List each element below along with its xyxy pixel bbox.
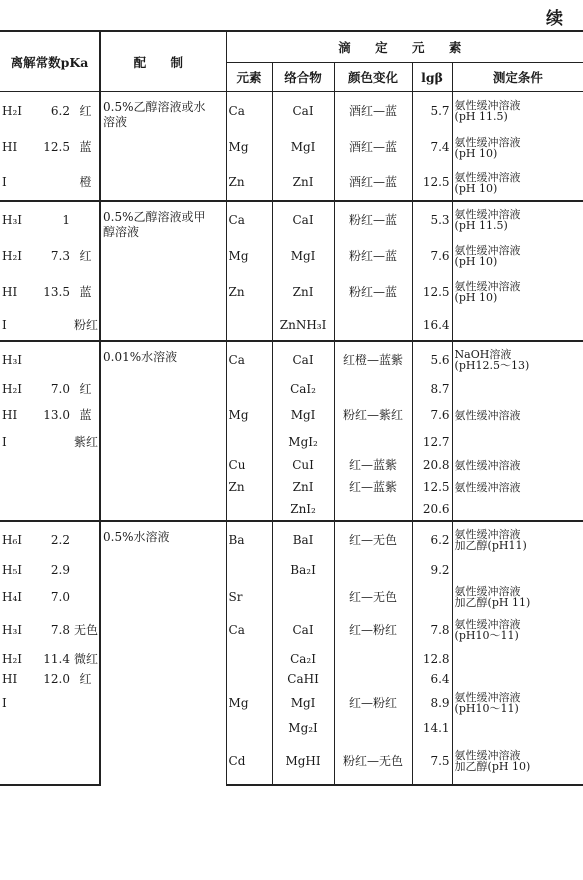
table-row xyxy=(0,498,583,521)
table-row xyxy=(0,238,583,274)
indicator-table xyxy=(0,30,583,786)
species-cell: HI xyxy=(2,140,18,154)
color-change-cell: 红—粉红 xyxy=(334,612,412,648)
condition-line: NaOH溶液 xyxy=(454,348,512,361)
element-cell: Mg xyxy=(226,238,272,274)
preparation-cell xyxy=(100,341,226,521)
lgb-cell: 8.9 xyxy=(412,688,452,718)
condition-ph-line: 加乙醇(pH 10) xyxy=(454,760,531,773)
condition-ph-line: (pH10～11) xyxy=(454,629,519,642)
pka-cell xyxy=(34,165,72,201)
lgb-cell: 20.8 xyxy=(412,454,452,476)
color-change-cell: 粉红—无色 xyxy=(334,738,412,785)
species-cell: H₂I xyxy=(2,381,23,396)
complex-cell: MgI xyxy=(272,400,334,430)
pka-cell: 13.0 xyxy=(43,407,70,422)
header-element: 元素 xyxy=(226,63,272,92)
preparation-cell xyxy=(100,521,226,785)
color-change-cell xyxy=(334,378,412,400)
lgb-cell: 20.6 xyxy=(412,498,452,521)
table-row xyxy=(0,165,583,201)
species-color-cell: 紫红 xyxy=(74,434,99,449)
color-change-cell xyxy=(334,648,412,670)
lgb-cell: 7.8 xyxy=(412,612,452,648)
lgb-cell: 9.2 xyxy=(412,558,452,582)
continued-mark: 续 xyxy=(546,9,565,29)
pka-cell: 1 xyxy=(34,201,72,238)
lgb-cell: 8.7 xyxy=(412,378,452,400)
table-row xyxy=(0,378,583,400)
element-cell: Mg xyxy=(226,400,272,430)
element-cell xyxy=(226,648,272,670)
condition-cell xyxy=(452,558,583,582)
table-row xyxy=(0,400,583,430)
condition-cell xyxy=(452,498,583,521)
condition-ph-line: (pH 11.5) xyxy=(454,110,508,123)
species-color-cell: 红 xyxy=(79,671,92,686)
lgb-cell: 12.5 xyxy=(412,274,452,310)
complex-cell: Mg₂I xyxy=(272,718,334,738)
pka-cell xyxy=(34,718,72,738)
species-cell: H₃I xyxy=(0,341,34,378)
table-row xyxy=(0,718,583,738)
element-cell: Ba xyxy=(226,521,272,558)
complex-cell: MgI xyxy=(272,130,334,165)
element-cell: Zn xyxy=(226,476,272,498)
species-color-cell xyxy=(72,521,100,558)
preparation-text: 0.01%水溶液 xyxy=(103,350,178,364)
complex-cell: MgI xyxy=(272,688,334,718)
species-color-cell: 蓝 xyxy=(79,407,92,422)
lgb-cell: 7.6 xyxy=(412,400,452,430)
header-preparation: 配 制 xyxy=(100,31,226,92)
lgb-cell: 12.5 xyxy=(412,476,452,498)
lgb-cell: 6.4 xyxy=(412,670,452,688)
color-change-cell: 酒红—蓝 xyxy=(334,165,412,201)
complex-cell: Ba₂I xyxy=(272,558,334,582)
species-color-cell xyxy=(72,688,100,718)
condition-ph-line: (pH10～11) xyxy=(454,702,519,715)
species-cell: H₂I xyxy=(2,248,23,263)
pka-cell: 11.4 xyxy=(43,651,70,666)
condition-cell xyxy=(452,341,583,378)
condition-line: 氨性缓冲溶液 xyxy=(454,691,521,704)
pka-cell: 12.5 xyxy=(43,140,70,154)
species-cell: HI xyxy=(2,671,18,686)
color-change-cell: 红—粉红 xyxy=(334,688,412,718)
lgb-cell: 5.7 xyxy=(412,92,452,131)
condition-cell xyxy=(452,430,583,454)
table-row xyxy=(0,521,583,558)
species-color-cell: 蓝 xyxy=(79,284,92,299)
condition-cell xyxy=(452,201,583,238)
color-change-cell: 红—蓝紫 xyxy=(334,476,412,498)
condition-cell xyxy=(452,582,583,612)
complex-cell: CaI xyxy=(272,201,334,238)
table-row xyxy=(0,612,583,648)
species-cell: I xyxy=(2,175,7,189)
species-cell xyxy=(0,718,34,738)
complex-cell: Ca₂I xyxy=(272,648,334,670)
condition-cell xyxy=(452,238,583,274)
table-row xyxy=(0,454,583,476)
lgb-cell: 14.1 xyxy=(412,718,452,738)
color-change-cell xyxy=(334,310,412,341)
element-cell xyxy=(226,498,272,521)
preparation-text: 0.5%乙醇溶液或甲醇溶液 xyxy=(103,210,206,239)
lgb-cell: 12.5 xyxy=(412,165,452,201)
header-complex: 络合物 xyxy=(272,63,334,92)
condition-ph-line: (pH 10) xyxy=(454,255,498,268)
complex-cell xyxy=(272,582,334,612)
pka-cell: 13.5 xyxy=(43,284,70,299)
condition-line: 氨性缓冲溶液 xyxy=(454,585,521,598)
lgb-cell: 16.4 xyxy=(412,310,452,341)
condition-cell xyxy=(452,92,583,131)
complex-cell: MgI₂ xyxy=(272,430,334,454)
complex-cell: MgHI xyxy=(272,738,334,785)
species-cell: H₂I xyxy=(2,103,23,118)
condition-line: 氨性缓冲溶液 xyxy=(454,408,521,422)
species-color-cell: 橙 xyxy=(79,175,92,189)
species-color-cell xyxy=(72,476,100,498)
species-color-cell: 蓝 xyxy=(79,140,92,154)
preparation-cell xyxy=(100,92,226,202)
color-change-cell: 酒红—蓝 xyxy=(334,130,412,165)
pka-cell xyxy=(34,341,72,378)
element-cell: Sr xyxy=(226,582,272,612)
complex-cell: MgI xyxy=(272,238,334,274)
table-row xyxy=(0,670,583,688)
condition-cell xyxy=(452,400,583,430)
element-cell xyxy=(226,670,272,688)
lgb-cell: 5.3 xyxy=(412,201,452,238)
pka-cell xyxy=(34,310,72,341)
color-change-cell: 红橙—蓝紫 xyxy=(334,341,412,378)
preparation-text: 0.5%乙醇溶液或水溶液 xyxy=(103,100,206,129)
complex-cell: CuI xyxy=(272,454,334,476)
color-change-cell: 红—无色 xyxy=(334,582,412,612)
table-row xyxy=(0,476,583,498)
table-row xyxy=(0,341,583,378)
element-cell: Mg xyxy=(226,130,272,165)
header-lgb: lgβ xyxy=(412,63,452,92)
pka-cell: 2.2 xyxy=(34,521,72,558)
species-color-cell xyxy=(72,498,100,521)
species-color-cell: 红 xyxy=(79,103,92,118)
condition-cell xyxy=(452,274,583,310)
color-change-cell xyxy=(334,498,412,521)
color-change-cell: 酒红—蓝 xyxy=(334,92,412,131)
pka-cell: 7.0 xyxy=(50,381,70,396)
condition-cell xyxy=(452,130,583,165)
table-row xyxy=(0,738,583,785)
color-change-cell: 红—蓝紫 xyxy=(334,454,412,476)
species-color-cell xyxy=(72,454,100,476)
complex-cell: ZnI₂ xyxy=(272,498,334,521)
condition-line: 氨性缓冲溶液 xyxy=(454,170,521,184)
element-cell: Zn xyxy=(226,274,272,310)
element-cell: Ca xyxy=(226,612,272,648)
table-row xyxy=(0,430,583,454)
species-color-cell xyxy=(72,558,100,582)
condition-ph-line: 加乙醇(pH11) xyxy=(454,539,527,552)
table-row xyxy=(0,201,583,238)
condition-cell xyxy=(452,378,583,400)
table-row xyxy=(0,558,583,582)
element-cell: Zn xyxy=(226,165,272,201)
pka-cell: 7.8 xyxy=(50,622,70,637)
species-cell: H₃I xyxy=(0,201,34,238)
pka-cell: 2.9 xyxy=(50,562,70,577)
condition-ph-line: (pH 10) xyxy=(454,181,498,195)
species-cell: I xyxy=(2,695,7,710)
species-cell: HI xyxy=(2,284,18,299)
complex-cell: CaI xyxy=(272,612,334,648)
color-change-cell: 粉红—蓝 xyxy=(334,201,412,238)
complex-cell: CaI xyxy=(272,341,334,378)
element-cell: Cd xyxy=(226,738,272,785)
condition-ph-line: (pH 11.5) xyxy=(454,219,508,232)
condition-line: 氨性缓冲溶液 xyxy=(454,244,521,257)
color-change-cell xyxy=(334,430,412,454)
pka-cell xyxy=(34,738,72,785)
header-color-change: 颜色变化 xyxy=(334,63,412,92)
color-change-cell xyxy=(334,558,412,582)
species-cell: H₄I xyxy=(2,589,23,604)
color-change-cell: 粉红—蓝 xyxy=(334,274,412,310)
condition-ph-line: (pH12.5～13) xyxy=(454,359,530,372)
condition-line: 氨性缓冲溶液 xyxy=(454,135,521,149)
species-cell: I xyxy=(2,317,7,332)
condition-cell xyxy=(452,521,583,558)
pka-cell xyxy=(34,430,72,454)
table-row xyxy=(0,310,583,341)
element-cell: Mg xyxy=(226,688,272,718)
pka-cell: 12.0 xyxy=(43,671,70,686)
species-color-cell xyxy=(72,738,100,785)
pka-cell: 7.0 xyxy=(50,589,70,604)
element-cell xyxy=(226,558,272,582)
species-cell xyxy=(0,476,34,498)
condition-cell xyxy=(452,688,583,718)
condition-ph-line: (pH 10) xyxy=(454,291,498,304)
header-titration: 滴 定 元 素 xyxy=(226,31,583,63)
pka-cell xyxy=(34,476,72,498)
condition-cell xyxy=(452,476,583,498)
species-color-cell xyxy=(72,201,100,238)
species-cell xyxy=(0,738,34,785)
complex-cell: BaI xyxy=(272,521,334,558)
species-color-cell xyxy=(72,582,100,612)
condition-line: 氨性缓冲溶液 xyxy=(454,480,521,494)
condition-line: 氨性缓冲溶液 xyxy=(454,749,521,762)
species-color-cell: 红 xyxy=(79,381,92,396)
species-color-cell: 红 xyxy=(79,248,92,263)
species-cell xyxy=(0,454,34,476)
table-row xyxy=(0,688,583,718)
species-color-cell: 粉红 xyxy=(74,317,99,332)
condition-line: 氨性缓冲溶液 xyxy=(454,99,521,112)
species-cell: H₅I xyxy=(2,562,23,577)
lgb-cell xyxy=(412,582,452,612)
complex-cell: ZnNH₃I xyxy=(272,310,334,341)
pka-cell: 7.3 xyxy=(50,248,70,263)
lgb-cell: 7.6 xyxy=(412,238,452,274)
lgb-cell: 6.2 xyxy=(412,521,452,558)
element-cell xyxy=(226,430,272,454)
condition-cell xyxy=(452,738,583,785)
lgb-cell: 7.5 xyxy=(412,738,452,785)
species-color-cell xyxy=(72,341,100,378)
condition-line: 氨性缓冲溶液 xyxy=(454,618,521,631)
condition-line: 氨性缓冲溶液 xyxy=(454,208,521,221)
element-cell xyxy=(226,378,272,400)
condition-cell xyxy=(452,165,583,201)
complex-cell: CaHI xyxy=(272,670,334,688)
color-change-cell xyxy=(334,718,412,738)
condition-ph-line: (pH 10) xyxy=(454,146,498,160)
color-change-cell xyxy=(334,670,412,688)
element-cell: Ca xyxy=(226,201,272,238)
color-change-cell: 粉红—紫红 xyxy=(334,400,412,430)
condition-cell xyxy=(452,612,583,648)
lgb-cell: 12.8 xyxy=(412,648,452,670)
table-row xyxy=(0,130,583,165)
condition-cell xyxy=(452,454,583,476)
table-body xyxy=(0,92,583,786)
element-cell: Ca xyxy=(226,341,272,378)
complex-cell: ZnI xyxy=(272,274,334,310)
element-cell: Ca xyxy=(226,92,272,131)
species-cell: H₂I xyxy=(2,651,23,666)
condition-line: 氨性缓冲溶液 xyxy=(454,528,521,541)
condition-line: 氨性缓冲溶液 xyxy=(454,458,521,472)
condition-cell xyxy=(452,648,583,670)
pka-cell xyxy=(34,498,72,521)
color-change-cell: 红—无色 xyxy=(334,521,412,558)
pka-cell xyxy=(34,454,72,476)
color-change-cell: 粉红—蓝 xyxy=(334,238,412,274)
condition-cell xyxy=(452,670,583,688)
table-row xyxy=(0,648,583,670)
species-cell: HI xyxy=(2,407,18,422)
element-cell xyxy=(226,310,272,341)
complex-cell: ZnI xyxy=(272,476,334,498)
preparation-cell xyxy=(100,201,226,341)
species-color-cell: 无色 xyxy=(74,622,99,637)
complex-cell: ZnI xyxy=(272,165,334,201)
header-pka: 离解常数pKa xyxy=(0,31,100,92)
condition-cell xyxy=(452,310,583,341)
species-cell: H₆I xyxy=(0,521,34,558)
species-cell: I xyxy=(2,434,7,449)
complex-cell: CaI xyxy=(272,92,334,131)
lgb-cell: 12.7 xyxy=(412,430,452,454)
table-row xyxy=(0,92,583,131)
table-row xyxy=(0,274,583,310)
condition-line: 氨性缓冲溶液 xyxy=(454,280,521,293)
species-cell: H₃I xyxy=(2,622,23,637)
element-cell xyxy=(226,718,272,738)
pka-cell: 6.2 xyxy=(50,103,70,118)
pka-cell xyxy=(34,688,72,718)
element-cell: Cu xyxy=(226,454,272,476)
condition-ph-line: 加乙醇(pH 11) xyxy=(454,596,531,609)
lgb-cell: 7.4 xyxy=(412,130,452,165)
species-color-cell: 微红 xyxy=(74,651,99,666)
preparation-text: 0.5%水溶液 xyxy=(103,530,170,544)
table-row xyxy=(0,582,583,612)
species-color-cell xyxy=(72,718,100,738)
species-cell xyxy=(0,498,34,521)
complex-cell: CaI₂ xyxy=(272,378,334,400)
header-conditions: 测定条件 xyxy=(452,63,583,92)
condition-cell xyxy=(452,718,583,738)
lgb-cell: 5.6 xyxy=(412,341,452,378)
